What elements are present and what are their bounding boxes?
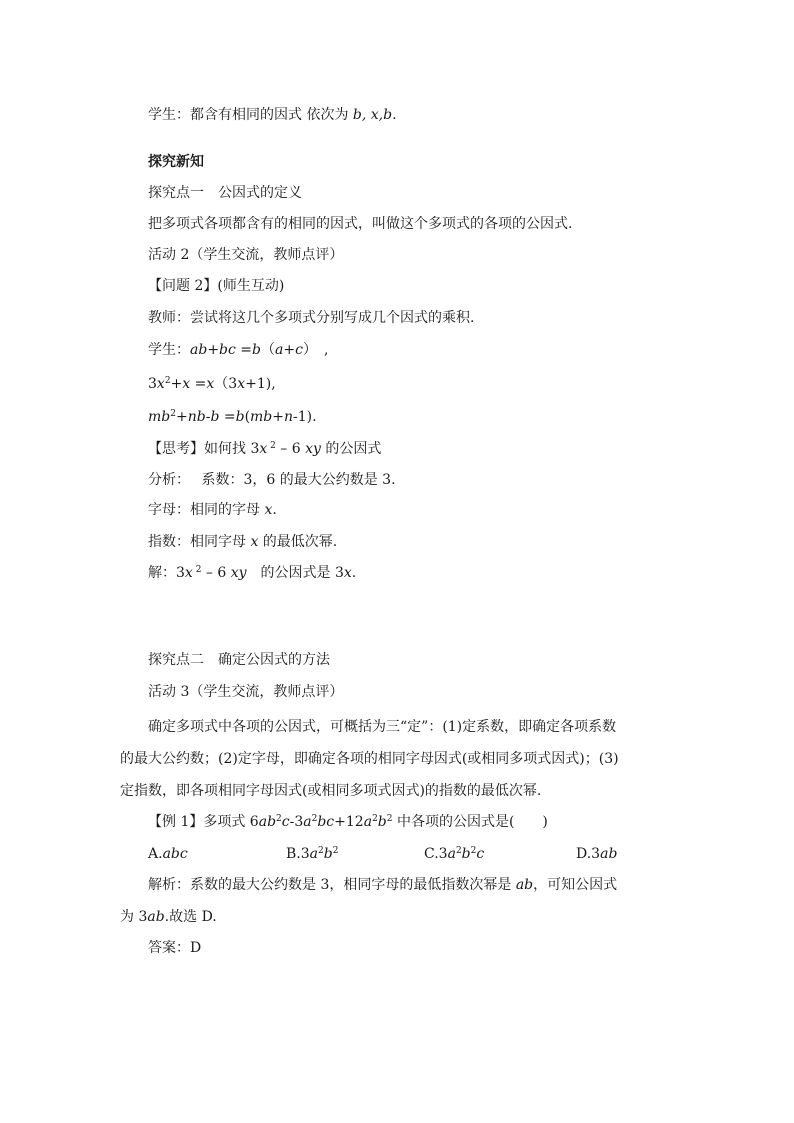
teacher-line: 教师：尝试将这几个多项式分别写成几个因式的乘积. xyxy=(148,310,475,326)
explanation-suffix: ，可知公因式 xyxy=(533,877,618,893)
eq-term: b xyxy=(210,409,220,425)
student-answer-text: 学生：都含有相同的因式 依次为 xyxy=(148,107,353,123)
analysis-line: 分析： 系数：3，6 的最大公约数是 3. xyxy=(148,472,396,488)
eq-term: b xyxy=(323,846,333,862)
paragraph-line-2: 的最大公约数；(2)定字母，即确定各项的相同字母因式(或相同多项式因式)；(3) xyxy=(120,751,619,767)
eq-term: nb xyxy=(187,409,206,425)
eq-term: xy xyxy=(305,441,321,457)
eq-term: mb xyxy=(148,409,171,425)
activity-3: 活动 3（学生交流，教师点评） xyxy=(148,684,344,700)
explanation-prefix: 解析：系数的最大公约数是 3，相同字母的最低指数次幂是 xyxy=(148,877,516,893)
eq-op: ( xyxy=(244,409,251,425)
eq-tail: , xyxy=(309,342,329,358)
eq-term: ab xyxy=(258,814,277,830)
eq-term: n xyxy=(284,409,294,425)
example-suffix: 中各项的公因式是( ) xyxy=(392,814,548,830)
eq-exponent: 2 xyxy=(318,846,324,856)
explanation-prefix: 为 3 xyxy=(120,909,148,925)
eq-term: x xyxy=(250,534,259,550)
eq-term: （3 xyxy=(214,376,238,392)
eq-term: b xyxy=(252,342,262,358)
solution-prefix: 解：3 xyxy=(148,565,185,581)
eq-exponent: 2 xyxy=(276,814,282,824)
eq-term: a xyxy=(363,814,373,830)
letter-line xyxy=(148,501,277,519)
eq-op: + xyxy=(170,376,183,392)
eq-term: x xyxy=(259,441,268,457)
eq-exponent: 2 xyxy=(386,814,393,824)
eq-term: c xyxy=(295,342,303,358)
eq-term: abc xyxy=(162,846,188,862)
eq-term: x xyxy=(184,565,193,581)
eq-op: – 6 xyxy=(201,565,231,581)
eq-term: bc xyxy=(317,814,335,830)
eq-op: -3 xyxy=(289,814,304,830)
eq-term: xy xyxy=(230,565,247,581)
option-b xyxy=(286,845,338,863)
solution-line xyxy=(148,564,356,582)
eq-op: + xyxy=(175,409,188,425)
eq-term: a xyxy=(447,846,456,862)
eq-term: 3 xyxy=(148,376,157,392)
example-prefix: 【例 1】多项式 6 xyxy=(148,814,259,830)
option-label: B.3 xyxy=(286,846,310,862)
eq-term: c xyxy=(281,814,290,830)
solution-suffix: 的公因式是 3 xyxy=(246,565,344,581)
think-line xyxy=(148,440,381,458)
question-2: 【问题 2】(师生互动) xyxy=(148,278,285,294)
explore-point-1: 探究点一 公因式的定义 xyxy=(148,185,302,201)
option-label: A. xyxy=(148,846,163,862)
think-suffix: 的公因式 xyxy=(320,441,382,457)
eq-op: = xyxy=(219,409,236,425)
period: . xyxy=(272,502,277,518)
explanation-suffix: .故选 D. xyxy=(164,909,217,925)
equation-1 xyxy=(148,341,328,359)
eq-exponent: 2 xyxy=(311,814,318,824)
exponent-prefix: 指数：相同字母 xyxy=(148,534,251,550)
eq-term: ab xyxy=(190,342,208,358)
eq-op: – 6 xyxy=(275,441,306,457)
eq-prefix: 学生： xyxy=(148,342,190,358)
eq-term: a xyxy=(275,342,284,358)
option-a xyxy=(148,845,188,863)
activity-2: 活动 2（学生交流，教师点评） xyxy=(148,247,344,263)
eq-term: bc xyxy=(219,342,236,358)
eq-op: （ xyxy=(261,342,276,358)
eq-exponent: 2 xyxy=(170,409,176,419)
eq-op: + xyxy=(283,342,296,358)
eq-term: ab xyxy=(147,909,165,925)
eq-term: mb xyxy=(250,409,273,425)
student-answer-line xyxy=(148,106,397,124)
eq-term: x xyxy=(156,376,165,392)
explanation-line-1 xyxy=(148,876,617,894)
option-label: C.3 xyxy=(424,846,448,862)
eq-exponent: 2 xyxy=(455,846,462,856)
section-heading: 探究新知 xyxy=(148,154,204,170)
paragraph-line-3: 定指数，即各项相同字母因式(或相同多项式因式)的指数的最低次幂. xyxy=(120,783,542,799)
eq-term: +1), xyxy=(245,376,276,392)
answer-line: 答案：D xyxy=(148,940,202,956)
period: . xyxy=(392,107,397,123)
eq-exponent: 2 xyxy=(267,441,276,451)
student-answer-vars: b, x,b xyxy=(352,107,393,123)
letter-prefix: 字母：相同的字母 xyxy=(148,502,265,518)
eq-exponent: 2 xyxy=(192,565,202,575)
eq-exponent: 2 xyxy=(164,376,171,386)
eq-term: x xyxy=(264,502,273,518)
eq-exponent: 2 xyxy=(372,814,378,824)
eq-term: b xyxy=(461,846,471,862)
eq-term: c xyxy=(476,846,485,862)
paragraph-line-1: 确定多项式中各项的公因式，可概括为三“定”：(1)定系数，即确定各项系数 xyxy=(148,719,617,735)
option-d xyxy=(576,845,617,863)
equation-2 xyxy=(148,375,276,393)
eq-term: a xyxy=(309,846,319,862)
eq-term: x xyxy=(206,376,215,392)
eq-op: + xyxy=(272,409,285,425)
eq-term: b xyxy=(235,409,245,425)
option-c xyxy=(424,845,484,863)
equation-3 xyxy=(148,408,317,426)
option-label: D.3 xyxy=(576,846,601,862)
eq-op: + xyxy=(207,342,220,358)
exponent-line xyxy=(148,533,337,551)
explanation-line-2 xyxy=(120,908,217,926)
eq-term: -1). xyxy=(293,409,317,425)
eq-term: ab xyxy=(600,846,618,862)
explore-point-2: 探究点二 确定公因式的方法 xyxy=(148,652,330,668)
eq-op: = xyxy=(235,342,253,358)
eq-op: +12 xyxy=(334,814,364,830)
eq-term: a xyxy=(303,814,312,830)
exponent-suffix: 的最低次幂. xyxy=(258,534,338,550)
period: . xyxy=(351,565,357,581)
eq-term: ab xyxy=(515,877,534,893)
eq-term: b xyxy=(377,814,387,830)
example-1 xyxy=(148,813,548,831)
eq-op: = xyxy=(190,376,207,392)
eq-term: x xyxy=(237,376,246,392)
eq-op: ） xyxy=(302,342,310,358)
eq-exponent: 2 xyxy=(470,846,477,856)
eq-term: x xyxy=(343,565,352,581)
eq-op: - xyxy=(205,409,211,425)
eq-term: x xyxy=(182,376,191,392)
definition-text: 把多项式各项都含有的相同的因式，叫做这个多项式的各项的公因式. xyxy=(148,216,573,232)
eq-exponent: 2 xyxy=(332,846,339,856)
think-prefix: 【思考】如何找 3 xyxy=(148,441,260,457)
